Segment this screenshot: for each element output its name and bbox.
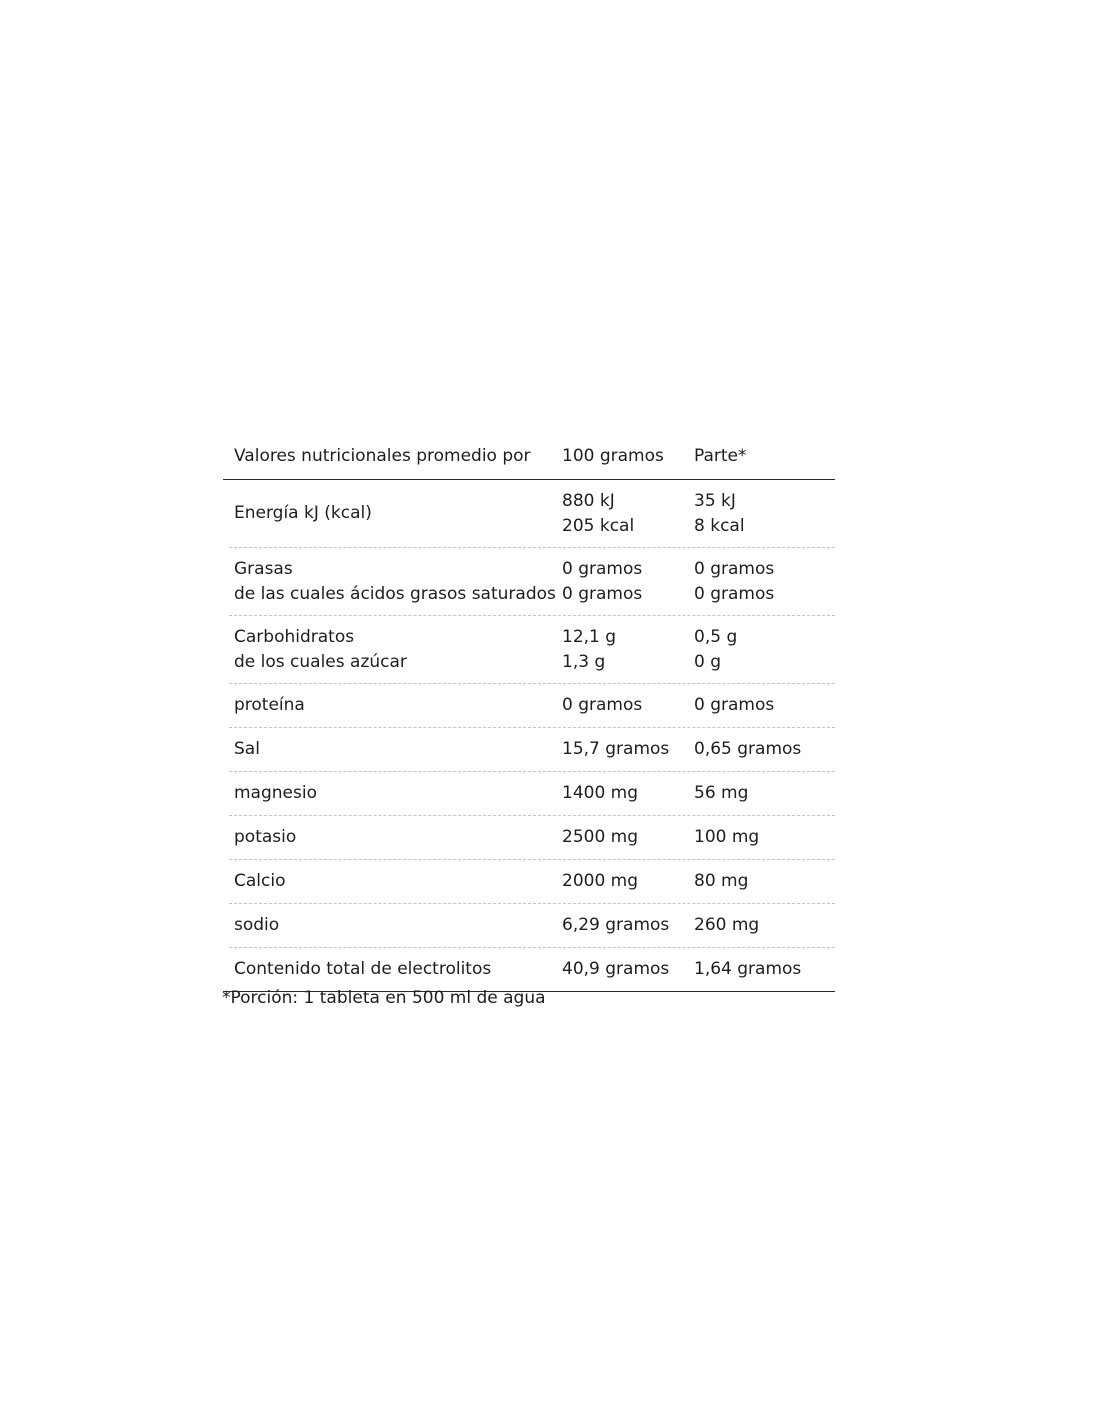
value-portion: 35 kJ 8 kcal <box>694 490 745 536</box>
value-portion: 100 mg <box>694 827 760 847</box>
value-portion: 260 mg <box>694 915 760 935</box>
nutrient-label: Sal <box>234 739 260 759</box>
header-label: Valores nutricionales promedio por <box>234 446 531 466</box>
table-row <box>229 860 835 904</box>
value-portion: 56 mg <box>694 783 749 803</box>
footnote: *Porción: 1 tableta en 500 ml de agua <box>222 988 546 1008</box>
value-per-100g: 880 kJ 205 kcal <box>562 490 635 536</box>
value-per-100g: 15,7 gramos <box>562 739 670 759</box>
value-portion: 0,65 gramos <box>694 739 802 759</box>
header-portion: Parte* <box>694 446 747 466</box>
value-portion: 0 gramos <box>694 695 775 715</box>
nutrient-label: potasio <box>234 827 297 847</box>
nutrition-table <box>223 434 835 992</box>
value-per-100g: 40,9 gramos <box>562 959 670 979</box>
nutrient-label: proteína <box>234 695 305 715</box>
value-per-100g: 12,1 g 1,3 g <box>562 626 617 672</box>
table-row <box>229 548 835 616</box>
nutrient-label: Carbohidratos de los cuales azúcar <box>234 626 407 672</box>
table-row <box>229 480 835 548</box>
value-portion: 0 gramos 0 gramos <box>694 558 775 604</box>
table-row <box>229 904 835 948</box>
nutrient-label: Grasas de las cuales ácidos grasos saturados <box>234 558 556 604</box>
table-row <box>229 728 835 772</box>
table-header <box>223 434 835 480</box>
nutrient-label: Contenido total de electrolitos <box>234 959 492 979</box>
value-portion: 0,5 g 0 g <box>694 626 738 672</box>
table-row <box>229 684 835 728</box>
value-per-100g: 2500 mg <box>562 827 639 847</box>
value-per-100g: 1400 mg <box>562 783 639 803</box>
value-per-100g: 0 gramos 0 gramos <box>562 558 643 604</box>
nutrient-label: Energía kJ (kcal) <box>234 503 372 523</box>
value-portion: 80 mg <box>694 871 749 891</box>
value-per-100g: 6,29 gramos <box>562 915 670 935</box>
value-per-100g: 0 gramos <box>562 695 643 715</box>
value-per-100g: 2000 mg <box>562 871 639 891</box>
table-row <box>229 772 835 816</box>
value-portion: 1,64 gramos <box>694 959 802 979</box>
nutrient-label: magnesio <box>234 783 317 803</box>
header-per-100g: 100 gramos <box>562 446 664 466</box>
table-row <box>229 816 835 860</box>
nutrient-label: Calcio <box>234 871 286 891</box>
table-row <box>229 616 835 684</box>
nutrient-label: sodio <box>234 915 280 935</box>
